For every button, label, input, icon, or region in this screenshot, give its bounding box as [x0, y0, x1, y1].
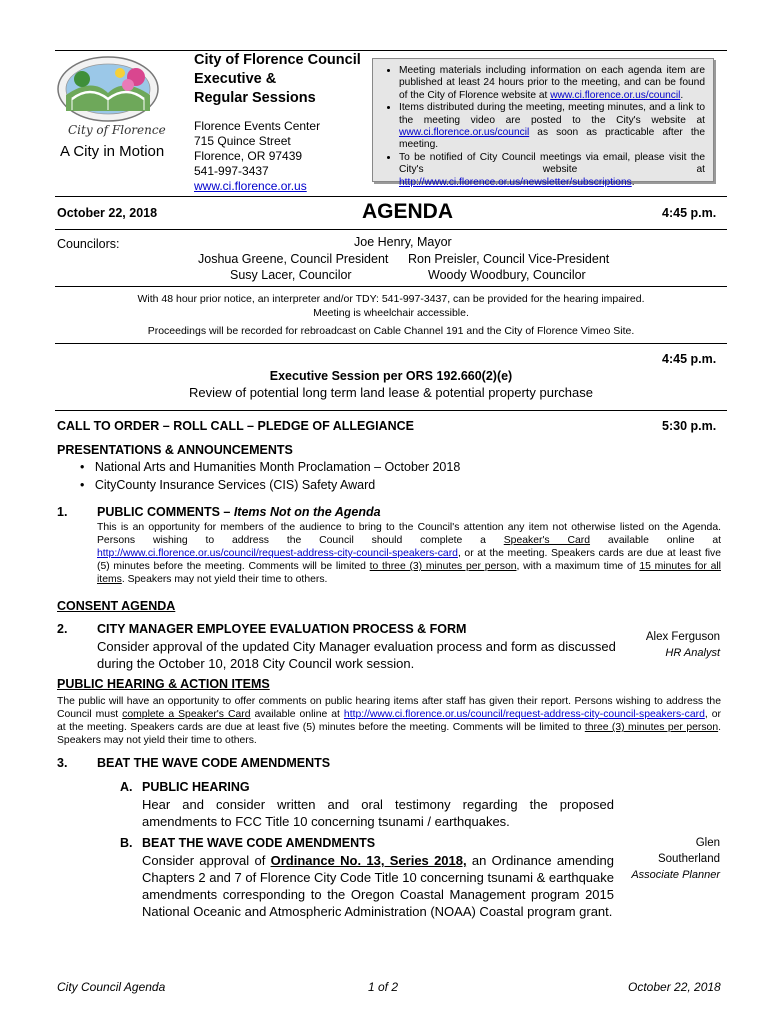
presentation-item-2: • CityCounty Insurance Services (CIS) Safety Award	[80, 478, 376, 492]
item-3a-body: Hear and consider written and oral testimony regarding the proposed amendments to FCC Title 10 concerning tsunami / earthquakes.	[142, 797, 614, 829]
info-item-materials: • Meeting materials including information on each agenda item are published at least 24 hours prior to the meeting, and can be found of the City of Florence website at www.ci.florence.or.us/council.	[399, 65, 705, 102]
item-1-title: PUBLIC COMMENTS – Items Not on the Agenda	[97, 505, 381, 519]
item-2-body: Consider approval of the updated City Manager evaluation process and form as discussed during the October 10, 2018 City Council work session.	[97, 639, 616, 671]
city-tagline: A City in Motion	[60, 143, 165, 160]
footer-left: City Council Agenda	[57, 980, 166, 994]
councilors-label: Councilors:	[57, 237, 120, 251]
call-to-order-title: CALL TO ORDER – ROLL CALL – PLEDGE OF ALLEGIANCE	[57, 419, 414, 433]
item-2-title: CITY MANAGER EMPLOYEE EVALUATION PROCESS & FORM	[97, 622, 467, 636]
consent-agenda-heading: CONSENT AGENDA	[57, 599, 176, 613]
info-item-notify: • To be notified of City Council meetings via email, please visit the City's website at http://www.ci.florence.or.us/newsletter/subscriptions.	[399, 152, 705, 189]
agenda-title: AGENDA	[362, 200, 454, 223]
item-2-presenter-role: HR Analyst	[665, 647, 720, 659]
interpreter-notice: With 48 hour prior notice, an interpreter and/or TDY: 541-997-3437, can be provided for the hearing impaired.	[137, 293, 645, 305]
item-3b-body: Consider approval of Ordinance No. 13, Series 2018, an Ordinance amending Chapters 2 and 7 of Florence City Code Title 10 concerning tsunami & earthquake amendments corresponding to the Oregon Coastal Management program 2015 National Oceanic and Atmospheric Administration (NOAA) Coastal program grant.	[142, 853, 614, 919]
accessibility-notices	[55, 292, 727, 338]
council-president: Joshua Greene, Council President	[198, 252, 389, 266]
header-title-line-1: City of Florence Council	[194, 52, 361, 68]
item-3b-label: B.	[120, 836, 133, 850]
item-3-presenter-first: Glen	[695, 837, 720, 849]
speakers-card-link[interactable]: http://www.ci.florence.or.us/council/request-address-city-council-speakers-card	[97, 548, 458, 559]
footer-page-number: 1 of 2	[368, 980, 399, 994]
councilor-woodbury: Woody Woodbury, Councilor	[428, 268, 586, 282]
presentations-title: PRESENTATIONS & ANNOUNCEMENTS	[57, 443, 293, 457]
info-subscriptions-link[interactable]: http://www.ci.florence.or.us/newsletter/subscriptions	[399, 176, 632, 188]
hearing-speakers-card-link[interactable]: http://www.ci.florence.or.us/council/request-address-city-council-speakers-card	[343, 709, 705, 720]
item-2-number: 2.	[57, 622, 68, 636]
item-1-number: 1.	[57, 505, 68, 519]
header-address	[194, 119, 320, 194]
councilors-rule	[55, 286, 727, 287]
city-logo	[52, 55, 172, 165]
item-3-number: 3.	[57, 756, 68, 770]
exec-session-title: Executive Session per ORS 192.660(2)(e)	[269, 369, 513, 383]
city-seal-icon	[52, 55, 172, 125]
item-3-title: BEAT THE WAVE CODE AMENDMENTS	[97, 756, 331, 770]
venue-name: Florence Events Center	[194, 119, 321, 133]
exec-session-time: 4:45 p.m.	[662, 352, 717, 366]
agenda-date: October 22, 2018	[57, 206, 158, 220]
header-title-line-2: Executive &	[194, 71, 277, 87]
wheelchair-notice: Meeting is wheelchair accessible.	[313, 307, 469, 319]
councilor-lacer: Susy Lacer, Councilor	[230, 268, 352, 282]
item-3-presenter-role: Associate Planner	[631, 869, 720, 881]
info-item-distributed: • Items distributed during the meeting, meeting minutes, and a link to the meeting video are posted to the City's website at www.ci.florence.or.us/council as soon as practicable after the meeting.	[399, 102, 705, 152]
item-1-body: This is an opportunity for members of the audience to bring to the Council's attention any item not otherwise listed on the Agenda. Persons wishing to address the Council should complete a Speaker's Card available online at http://www.ci.florence.or.us/council/request-address-city-council-speakers-card, or at the meeting. Speakers cards are due at least five (5) minutes before the meeting. Comments will be limited to three (3) minutes per person, with a maximum time of 15 minutes for all items. Speakers may not yield their time to others.	[97, 522, 721, 585]
ordinance-reference: Ordinance No. 13, Series 2018,	[270, 853, 467, 868]
item-3b-title: BEAT THE WAVE CODE AMENDMENTS	[142, 836, 376, 850]
presentation-item-1: • National Arts and Humanities Month Proclamation – October 2018	[80, 460, 461, 474]
header-title-line-3: Regular Sessions	[194, 90, 316, 106]
info-council-link-2[interactable]: www.ci.florence.or.us/council	[399, 127, 530, 139]
public-hearing-body: The public will have an opportunity to offer comments on public hearing items after staff has given their report. Persons wishing to address the Council must complete a Speaker's Card available online at http://www.ci.florence.or.us/council/request-address-city-council-speakers-card, or at the meeting. Speakers cards are due at least five (5) minutes before the meeting. Comments will be limited to three (3) minutes per person. Speakers may not yield their time to others.	[57, 696, 721, 746]
header-title	[194, 51, 361, 108]
bullet-icon: •	[80, 478, 85, 492]
venue-city: Florence, OR 97439	[194, 149, 303, 163]
item-3a-label: A.	[120, 780, 133, 794]
city-website-link[interactable]: www.ci.florence.or.us	[194, 179, 307, 193]
agenda-rule-top	[55, 196, 727, 197]
exec-session-desc: Review of potential long term land lease & potential property purchase	[189, 385, 593, 400]
item-2-presenter: Alex Ferguson	[645, 631, 720, 643]
public-hearing-heading: PUBLIC HEARING & ACTION ITEMS	[57, 677, 270, 691]
mayor-name: Joe Henry, Mayor	[354, 235, 452, 249]
footer-right: October 22, 2018	[628, 980, 721, 994]
venue-phone: 541-997-3437	[194, 164, 269, 178]
item-3a-title: PUBLIC HEARING	[142, 780, 250, 794]
council-vice-president: Ron Preisler, Council Vice-President	[408, 252, 610, 266]
call-to-order-time: 5:30 p.m.	[662, 419, 717, 433]
meeting-info-box	[372, 58, 714, 188]
venue-street: 715 Quince Street	[194, 134, 291, 148]
exec-session-rule	[55, 410, 727, 411]
top-rule	[55, 50, 727, 51]
agenda-time: 4:45 p.m.	[662, 206, 717, 220]
bullet-icon: •	[80, 460, 85, 474]
agenda-rule-bottom	[55, 229, 727, 230]
info-council-link-1[interactable]: www.ci.florence.or.us/council	[550, 89, 681, 101]
item-3-presenter-last: Southerland	[657, 853, 720, 865]
city-script-name: City of Florence	[68, 123, 166, 137]
recording-notice: Proceedings will be recorded for rebroadcast on Cable Channel 191 and the City of Florence Vimeo Site.	[147, 325, 635, 337]
notices-rule	[55, 343, 727, 344]
